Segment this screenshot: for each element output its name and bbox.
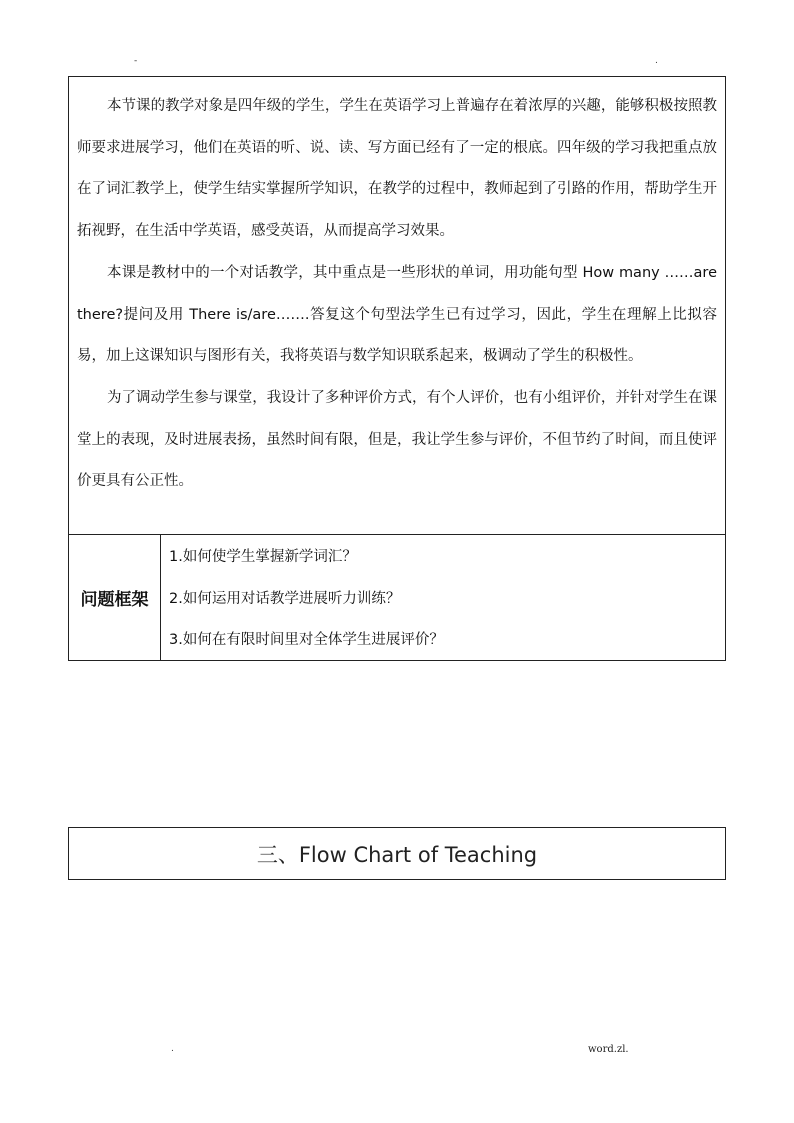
header-mark-left: -: [134, 56, 138, 66]
header-mark-right: .: [655, 56, 658, 66]
section-heading: 三、Flow Chart of Teaching: [256, 842, 538, 867]
footer-mark-left: .: [171, 1044, 174, 1054]
analysis-text-cell: [69, 77, 725, 535]
question-item: 2.如何运用对话教学进展听力训练？: [169, 590, 401, 607]
section-heading-box: [68, 827, 726, 880]
footer-brand: word.zl.: [588, 1044, 629, 1055]
question-list: [161, 535, 725, 660]
analysis-paragraph: 本课是教材中的一个对话教学，其中重点是一些形状的单词，用功能句型 How many ……are there?提问及用 There is/are…….答复这个句型法学生已有过学习，因此，学生在理解上比拟容易，加上这课知识与图形有关，我将英语与数学知识联系起来，极调动了学生的积极性。: [77, 264, 717, 365]
lesson-analysis-table: [68, 76, 726, 661]
question-item: 1.如何使学生掌握新学词汇？: [169, 549, 357, 565]
question-item: 3.如何在有限时间里对全体学生进展评价？: [169, 632, 444, 648]
question-framework-row: [69, 535, 725, 660]
analysis-paragraph: 本节课的教学对象是四年级的学生，学生在英语学习上普遍存在着浓厚的兴趣，能够积极按照教师要求进展学习，他们在英语的听、说、读、写方面已经有了一定的根底。四年级的学习我把重点放在了词汇教学上，使学生结实掌握所学知识，在教学的过程中，教师起到了引路的作用，帮助学生开拓视野，在生活中学英语，感受英语，从而提高学习效果。: [77, 98, 717, 240]
question-framework-label: 问题框架: [69, 535, 161, 660]
analysis-paragraph: 为了调动学生参与课堂，我设计了多种评价方式，有个人评价，也有小组评价，并针对学生在课堂上的表现，及时进展表扬，虽然时间有限，但是，我让学生参与评价，不但节约了时间，而且使评价更具有公正性。: [77, 389, 717, 490]
